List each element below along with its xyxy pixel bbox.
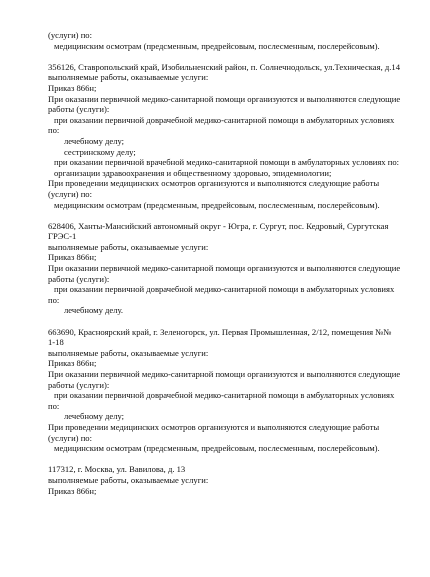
text-line: 356126, Ставропольский край, Изобильненский район, п. Солнечнодольск, ул.Техническая, д.14: [48, 61, 400, 72]
text-line: медицинским осмотрам (предсменным, предрейсовым, послесменным, послерейсовым).: [54, 199, 380, 210]
text-line: Приказ 866н;: [48, 252, 97, 263]
text-line: Приказ 866н;: [48, 485, 97, 496]
text-line: по:: [48, 400, 60, 411]
text-line: 1-18: [48, 337, 64, 348]
text-line: При оказании первичной медико-санитарной помощи организуются и выполняются следующие: [48, 369, 401, 379]
license-address-block: [48, 221, 420, 316]
text-line: выполняемые работы, оказываемые услуги:: [48, 241, 209, 252]
text-line: при оказании первичной врачебной медико-санитарной помощи в амбулаторных условиях по:: [54, 157, 400, 168]
text-line: при оказании первичной доврачебной медико-санитарной помощи в амбулаторных условиях: [54, 114, 395, 125]
license-address-block: [48, 327, 420, 454]
license-address-block: [48, 464, 420, 496]
text-line: При оказании первичной медико-санитарной помощи организуются и выполняются следующие: [48, 263, 401, 274]
text-line: лечебному делу;: [64, 411, 125, 422]
text-line: выполняемые работы, оказываемые услуги:: [48, 347, 209, 358]
license-address-block: [48, 62, 420, 210]
text-line: организации здравоохранения и общественному здоровью, эпидемиологии;: [54, 167, 332, 178]
text-line: лечебному делу.: [64, 305, 124, 316]
text-line: Приказ 866н;: [48, 82, 97, 93]
text-line: по:: [48, 294, 60, 305]
text-line: работы (услуги):: [48, 104, 110, 115]
text-line: медицинским осмотрам (предсменным, предрейсовым, послесменным, послерейсовым).: [54, 443, 380, 454]
text-line: при оказании первичной доврачебной медико-санитарной помощи в амбулаторных условиях: [54, 284, 395, 295]
text-line: по:: [48, 125, 60, 136]
text-line: При проведении медицинских осмотров организуются и выполняются следующие работы: [48, 421, 380, 432]
text-line: При проведении медицинских осмотров организуются и выполняются следующие работы: [48, 178, 380, 189]
text-line: (услуги) по:: [48, 432, 92, 443]
text-line: работы (услуги):: [48, 379, 110, 390]
text-line: 117312, г. Москва, ул. Вавилова, д. 13: [48, 464, 186, 475]
text-line: 663690, Красноярский край, г. Зеленогорск, ул. Первая Промышленная, 2/12, помещения №№: [48, 326, 392, 337]
text-line: сестринскому делу;: [64, 146, 136, 157]
text-line: выполняемые работы, оказываемые услуги:: [48, 72, 209, 83]
text-line: (услуги) по:: [48, 188, 92, 199]
text-line: медицинским осмотрам (предсменным, предрейсовым, послесменным, послерейсовым).: [54, 40, 380, 51]
text-line: ГРЭС-1: [48, 231, 77, 242]
text-line: выполняемые работы, оказываемые услуги:: [48, 474, 209, 485]
text-line: Приказ 866н;: [48, 358, 97, 369]
text-line: (услуги) по:: [48, 30, 92, 40]
text-line: 628406, Ханты-Мансийский автономный округ - Югра, г. Сургут, пос. Кедровый, Сургутская: [48, 220, 389, 231]
license-address-block: [48, 30, 420, 51]
text-line: При оказании первичной медико-санитарной помощи организуются и выполняются следующие: [48, 93, 401, 104]
text-line: лечебному делу;: [64, 135, 125, 146]
text-line: работы (услуги):: [48, 273, 110, 284]
document-body: [48, 30, 420, 507]
text-line: при оказании первичной доврачебной медико-санитарной помощи в амбулаторных условиях: [54, 390, 395, 401]
